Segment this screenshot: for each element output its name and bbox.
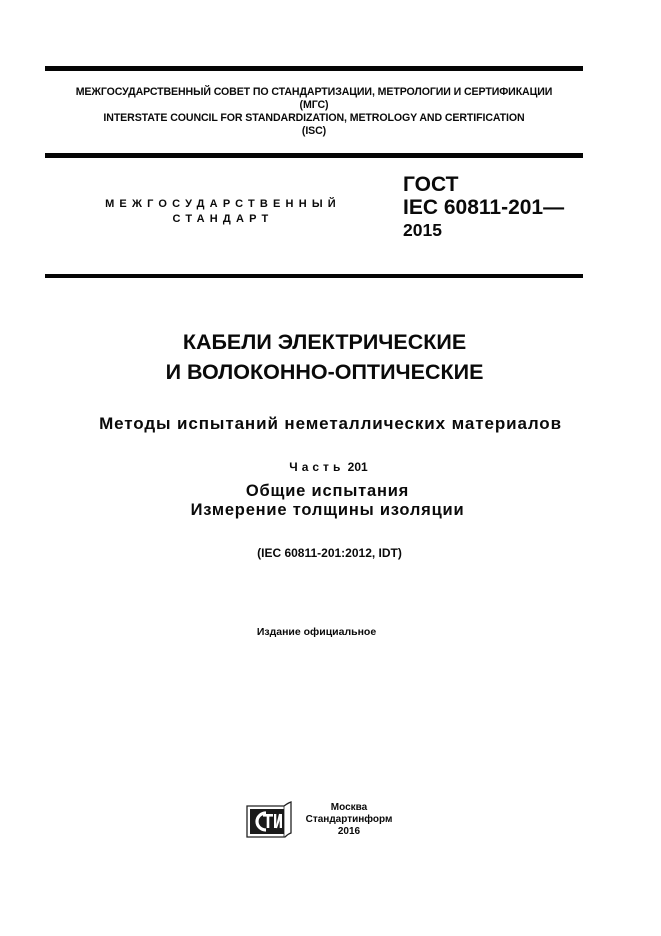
council-abbr-ru: (МГС) bbox=[299, 99, 329, 111]
title-line1: КАБЕЛИ ЭЛЕКТРИЧЕСКИЕ bbox=[182, 330, 467, 354]
iec-reference: (IEC 60811-201:2012, IDT) bbox=[257, 546, 402, 560]
standard-type-label bbox=[90, 197, 356, 227]
standard-designation bbox=[403, 173, 564, 241]
part-label: Часть bbox=[289, 460, 345, 474]
council-name-en: INTERSTATE COUNCIL FOR STANDARDIZATION, METROLOGY AND CERTIFICATION bbox=[103, 112, 525, 124]
council-header bbox=[45, 86, 583, 138]
designation-divider-rule bbox=[45, 274, 583, 278]
standard-type-line1: МЕЖГОСУДАРСТВЕННЫЙ bbox=[105, 198, 341, 210]
official-edition-label: Издание официальное bbox=[256, 626, 377, 638]
standard-type-line2: СТАНДАРТ bbox=[172, 213, 274, 225]
publisher-name: Стандартинформ bbox=[305, 814, 393, 825]
standartinform-logo-icon bbox=[244, 800, 294, 840]
document-subtitle: Методы испытаний неметаллических материалов bbox=[99, 414, 562, 433]
title-line2: И ВОЛОКОННО-ОПТИЧЕСКИЕ bbox=[165, 360, 484, 384]
header-divider-rule bbox=[45, 153, 583, 158]
designation-number: IEC 60811-201— bbox=[403, 196, 565, 219]
publisher-city: Москва bbox=[330, 802, 368, 813]
part-title bbox=[0, 482, 658, 520]
publication-year: 2016 bbox=[337, 826, 361, 837]
part-title-line2: Измерение толщины изоляции bbox=[190, 501, 465, 519]
designation-year: 2015 bbox=[403, 220, 442, 240]
council-abbr-en: (ISC) bbox=[301, 125, 327, 137]
part-heading bbox=[0, 460, 659, 475]
part-title-line1: Общие испытания bbox=[245, 482, 410, 500]
council-name-ru: МЕЖГОСУДАРСТВЕННЫЙ СОВЕТ ПО СТАНДАРТИЗАЦИИ, МЕТРОЛОГИИ И СЕРТИФИКАЦИИ bbox=[75, 86, 553, 98]
publisher-info bbox=[300, 802, 398, 838]
designation-prefix: ГОСТ bbox=[403, 173, 459, 196]
document-title bbox=[0, 327, 655, 387]
part-number: 201 bbox=[347, 460, 368, 474]
top-rule bbox=[45, 66, 583, 71]
